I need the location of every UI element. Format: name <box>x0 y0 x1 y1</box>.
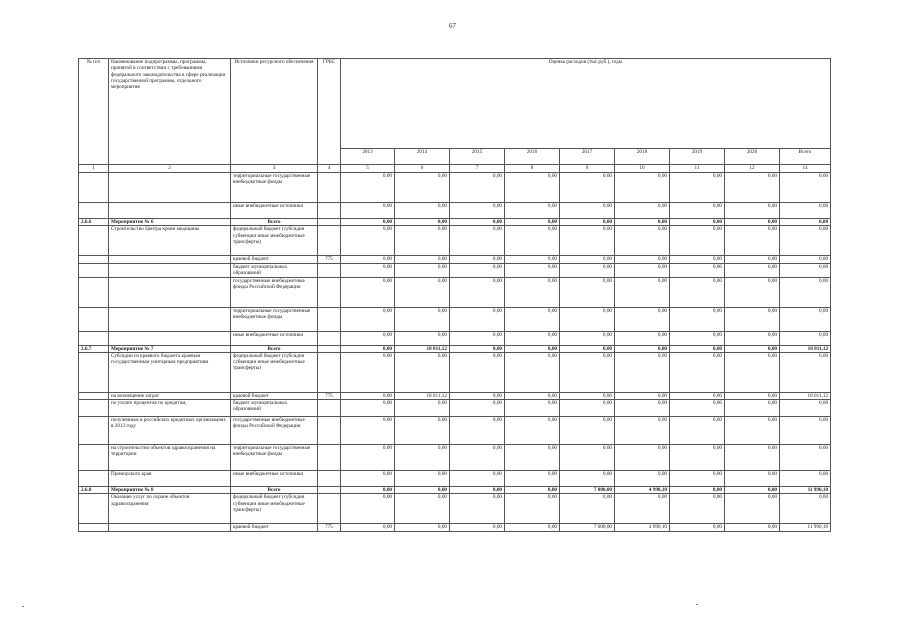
row-value: 0,00 <box>670 445 725 471</box>
row-value: 18 011,12 <box>395 345 450 352</box>
row-number: 2.6.6 <box>79 219 109 226</box>
row-number <box>79 524 109 531</box>
row-value: 0,00 <box>725 494 780 524</box>
row-value: 0,00 <box>341 345 395 352</box>
row-value: 0,00 <box>395 471 450 487</box>
row-value: 0,00 <box>615 392 670 399</box>
row-value: 0,00 <box>450 331 505 345</box>
row-value: 0,00 <box>670 392 725 399</box>
row-value: 4 990,10 <box>615 524 670 531</box>
row-source: территориальные государственные внебюджетные фонды <box>231 307 318 331</box>
row-source: территориальные государственные внебюджетные фонды <box>231 173 318 203</box>
row-value: 0,00 <box>505 256 560 263</box>
row-value: 0,00 <box>615 352 670 392</box>
row-value: 11 990,10 <box>780 487 831 494</box>
row-value: 0,00 <box>615 400 670 417</box>
row-value: 0,00 <box>450 417 505 445</box>
row-value: 0,00 <box>670 203 725 219</box>
row-value: 0,00 <box>560 203 615 219</box>
row-value: 0,00 <box>341 256 395 263</box>
row-value: 0,00 <box>505 226 560 256</box>
table-row <box>79 226 831 256</box>
row-value: 0,00 <box>560 417 615 445</box>
row-value: 0,00 <box>670 524 725 531</box>
budget-table <box>78 58 831 532</box>
row-value: 0,00 <box>505 417 560 445</box>
row-value: 0,00 <box>341 392 395 399</box>
row-value: 0,00 <box>670 219 725 226</box>
row-value: 0,00 <box>725 256 780 263</box>
row-value: 0,00 <box>560 307 615 331</box>
row-value: 0,00 <box>725 417 780 445</box>
row-name <box>109 277 231 307</box>
row-value: 0,00 <box>725 203 780 219</box>
row-value: 0,00 <box>560 400 615 417</box>
row-value: 0,00 <box>395 417 450 445</box>
row-name: Оказание услуг по охране объектов здравоохранения <box>109 494 231 524</box>
row-value: 0,00 <box>560 494 615 524</box>
row-value: 0,00 <box>450 203 505 219</box>
row-value: 0,00 <box>505 331 560 345</box>
row-value: 0,00 <box>780 400 831 417</box>
row-name: Мероприятие № 6 <box>109 219 231 226</box>
row-value: 0,00 <box>780 277 831 307</box>
row-value: 0,00 <box>395 256 450 263</box>
row-number <box>79 417 109 445</box>
row-value: 0,00 <box>450 307 505 331</box>
row-name: Приморского края <box>109 471 231 487</box>
row-name <box>109 263 231 277</box>
row-value: 0,00 <box>615 173 670 203</box>
row-value: 0,00 <box>725 471 780 487</box>
row-value: 0,00 <box>505 345 560 352</box>
row-number <box>79 400 109 417</box>
row-value: 0,00 <box>615 256 670 263</box>
table-row <box>79 263 831 277</box>
header-source: Источники ресурсного обеспечения <box>231 59 318 165</box>
row-value: 0,00 <box>670 352 725 392</box>
row-value: 0,00 <box>560 392 615 399</box>
row-value: 0,00 <box>670 331 725 345</box>
row-value: 0,00 <box>395 487 450 494</box>
row-value: 0,00 <box>780 352 831 392</box>
row-grbs: 775 <box>318 524 341 531</box>
row-source: федеральный бюджет (субсидии субвенции иные межбюджетные трансферты) <box>231 226 318 256</box>
row-value: 0,00 <box>341 487 395 494</box>
header-year: 2014 <box>395 149 450 165</box>
row-name <box>109 173 231 203</box>
column-index: 14 <box>780 165 831 173</box>
row-value: 0,00 <box>341 445 395 471</box>
row-value: 0,00 <box>341 173 395 203</box>
row-name: Строительство Центра крови медицины <box>109 226 231 256</box>
row-value: 0,00 <box>560 263 615 277</box>
row-value: 0,00 <box>341 263 395 277</box>
column-index: 1 <box>79 165 109 173</box>
row-name: на возмещение затрат <box>109 392 231 399</box>
row-value: 0,00 <box>341 352 395 392</box>
row-value: 0,00 <box>780 445 831 471</box>
row-value: 0,00 <box>560 219 615 226</box>
row-grbs <box>318 400 341 417</box>
row-grbs <box>318 331 341 345</box>
row-grbs <box>318 307 341 331</box>
row-value: 0,00 <box>615 417 670 445</box>
row-value: 0,00 <box>670 226 725 256</box>
row-value: 0,00 <box>560 345 615 352</box>
row-value: 0,00 <box>780 471 831 487</box>
row-value: 0,00 <box>505 307 560 331</box>
row-value: 0,00 <box>725 445 780 471</box>
row-value: 7 000,00 <box>560 487 615 494</box>
header-year: 2018 <box>615 149 670 165</box>
header-name: Наименование подпрограммы, программы, принятой в соответствии с требованиями федерального законодательства в сфере реализации государственной программы, отдельного мероприятия <box>109 59 231 165</box>
row-source: иные внебюджетные источники <box>231 331 318 345</box>
row-name: по уплате процентов по кредитам, <box>109 400 231 417</box>
row-value: 0,00 <box>395 173 450 203</box>
table-row <box>79 203 831 219</box>
row-grbs <box>318 226 341 256</box>
row-value: 0,00 <box>505 445 560 471</box>
column-index: 12 <box>725 165 780 173</box>
table-row <box>79 219 831 226</box>
row-name: Мероприятие № 8 <box>109 487 231 494</box>
row-name <box>109 524 231 531</box>
scan-speck <box>696 604 698 605</box>
table-row <box>79 392 831 399</box>
row-value: 0,00 <box>450 392 505 399</box>
row-value: 0,00 <box>725 487 780 494</box>
row-value: 0,00 <box>341 331 395 345</box>
row-value: 0,00 <box>560 331 615 345</box>
row-value: 0,00 <box>780 256 831 263</box>
table-row <box>79 417 831 445</box>
row-value: 0,00 <box>725 277 780 307</box>
row-name <box>109 331 231 345</box>
row-value: 0,00 <box>615 445 670 471</box>
table-row <box>79 307 831 331</box>
row-source: федеральный бюджет (субсидии субвенции иные межбюджетные трансферты) <box>231 352 318 392</box>
row-value: 0,00 <box>615 219 670 226</box>
row-name <box>109 203 231 219</box>
row-value: 0,00 <box>615 226 670 256</box>
row-value: 0,00 <box>615 263 670 277</box>
row-value: 0,00 <box>725 219 780 226</box>
row-value: 0,00 <box>670 487 725 494</box>
row-source: федеральный бюджет (субсидии субвенции иные межбюджетные трансферты) <box>231 494 318 524</box>
row-value: 11 990,10 <box>780 524 831 531</box>
row-value: 0,00 <box>725 392 780 399</box>
row-number <box>79 263 109 277</box>
row-value: 0,00 <box>341 524 395 531</box>
row-value: 0,00 <box>615 307 670 331</box>
row-number: 2.6.8 <box>79 487 109 494</box>
row-value: 0,00 <box>395 331 450 345</box>
row-value: 0,00 <box>395 494 450 524</box>
row-value: 0,00 <box>725 524 780 531</box>
header-year: 2015 <box>450 149 505 165</box>
row-value: 0,00 <box>505 352 560 392</box>
row-value: 0,00 <box>450 400 505 417</box>
header-no: № п/п <box>79 59 109 165</box>
table-row <box>79 173 831 203</box>
row-value: 0,00 <box>450 352 505 392</box>
row-value: 0,00 <box>450 219 505 226</box>
row-name: Мероприятие № 7 <box>109 345 231 352</box>
row-value: 0,00 <box>505 471 560 487</box>
row-value: 0,00 <box>450 445 505 471</box>
table-row <box>79 345 831 352</box>
scan-speck <box>22 606 24 607</box>
header-year: 2020 <box>725 149 780 165</box>
row-value: 0,00 <box>780 203 831 219</box>
row-value: 4 990,10 <box>615 487 670 494</box>
column-index: 3 <box>231 165 318 173</box>
row-name <box>109 307 231 331</box>
row-number <box>79 331 109 345</box>
row-value: 0,00 <box>560 277 615 307</box>
row-source: краевой бюджет <box>231 392 318 399</box>
row-value: 0,00 <box>780 263 831 277</box>
header-grbs: ГРБС <box>318 59 341 165</box>
row-number <box>79 445 109 471</box>
column-index: 2 <box>109 165 231 173</box>
row-value: 0,00 <box>615 494 670 524</box>
row-source: бюджет муниципальных образований <box>231 263 318 277</box>
row-value: 0,00 <box>780 417 831 445</box>
row-grbs: 775 <box>318 256 341 263</box>
row-value: 0,00 <box>615 331 670 345</box>
row-value: 0,00 <box>780 307 831 331</box>
row-value: 0,00 <box>670 173 725 203</box>
row-value: 0,00 <box>505 400 560 417</box>
row-value: 0,00 <box>505 392 560 399</box>
row-source: Всего <box>231 345 318 352</box>
row-source: бюджет муниципальных образований <box>231 400 318 417</box>
row-value: 0,00 <box>725 345 780 352</box>
row-grbs: 775 <box>318 392 341 399</box>
column-index: 11 <box>670 165 725 173</box>
row-number <box>79 203 109 219</box>
row-source: государственные внебюджетные фонды Российской Федерации <box>231 417 318 445</box>
row-value: 0,00 <box>560 226 615 256</box>
column-index: 9 <box>560 165 615 173</box>
row-source: Всего <box>231 219 318 226</box>
column-index: 10 <box>615 165 670 173</box>
column-index: 4 <box>318 165 341 173</box>
row-name: полученным в российских кредитных организациях в 2013 году <box>109 417 231 445</box>
row-value: 0,00 <box>725 331 780 345</box>
row-value: 0,00 <box>725 226 780 256</box>
table-row <box>79 471 831 487</box>
row-number <box>79 256 109 263</box>
table-row <box>79 487 831 494</box>
row-grbs <box>318 219 341 226</box>
row-source: иные внебюджетные источники <box>231 471 318 487</box>
row-value: 18 011,12 <box>395 392 450 399</box>
row-value: 7 000,00 <box>560 524 615 531</box>
row-value: 0,00 <box>725 307 780 331</box>
row-value: 0,00 <box>450 345 505 352</box>
row-value: 0,00 <box>341 471 395 487</box>
row-value: 0,00 <box>395 445 450 471</box>
row-value: 0,00 <box>670 400 725 417</box>
table-row <box>79 400 831 417</box>
row-value: 0,00 <box>395 524 450 531</box>
row-number <box>79 471 109 487</box>
row-value: 0,00 <box>341 494 395 524</box>
row-value: 0,00 <box>670 494 725 524</box>
row-grbs <box>318 203 341 219</box>
row-source: краевой бюджет <box>231 524 318 531</box>
row-value: 0,00 <box>450 256 505 263</box>
table-row <box>79 445 831 471</box>
row-source: Всего <box>231 487 318 494</box>
row-value: 0,00 <box>505 487 560 494</box>
row-value: 0,00 <box>505 219 560 226</box>
row-value: 18 011,12 <box>780 345 831 352</box>
row-value: 18 011,12 <box>780 392 831 399</box>
table-row <box>79 494 831 524</box>
row-value: 0,00 <box>450 173 505 203</box>
row-number <box>79 392 109 399</box>
row-grbs <box>318 445 341 471</box>
row-value: 0,00 <box>341 400 395 417</box>
row-value: 0,00 <box>670 263 725 277</box>
header-year: 2016 <box>505 149 560 165</box>
row-value: 0,00 <box>341 203 395 219</box>
row-value: 0,00 <box>395 277 450 307</box>
row-number <box>79 307 109 331</box>
row-value: 0,00 <box>505 494 560 524</box>
row-source: иные внебюджетные источники <box>231 203 318 219</box>
row-value: 0,00 <box>450 471 505 487</box>
row-value: 0,00 <box>450 487 505 494</box>
row-source: государственные внебюджетные фонды Российской Федерации <box>231 277 318 307</box>
row-number <box>79 494 109 524</box>
row-value: 0,00 <box>505 263 560 277</box>
row-value: 0,00 <box>560 445 615 471</box>
row-grbs <box>318 487 341 494</box>
table-row <box>79 331 831 345</box>
column-index: 7 <box>450 165 505 173</box>
row-value: 0,00 <box>450 277 505 307</box>
row-name: на строительство объектов здравоохранения на территории <box>109 445 231 471</box>
row-value: 0,00 <box>505 173 560 203</box>
row-value: 0,00 <box>560 173 615 203</box>
row-value: 0,00 <box>725 263 780 277</box>
row-value: 0,00 <box>395 263 450 277</box>
row-value: 0,00 <box>670 471 725 487</box>
row-number: 2.6.7 <box>79 345 109 352</box>
row-number <box>79 173 109 203</box>
row-value: 0,00 <box>615 345 670 352</box>
column-index: 6 <box>395 165 450 173</box>
row-grbs <box>318 345 341 352</box>
row-name: Субсидии из краевого бюджета краевым государственным унитарным предприятиям <box>109 352 231 392</box>
row-value: 0,00 <box>341 219 395 226</box>
row-value: 0,00 <box>395 400 450 417</box>
row-grbs <box>318 352 341 392</box>
row-value: 0,00 <box>725 352 780 392</box>
row-value: 0,00 <box>505 277 560 307</box>
row-value: 0,00 <box>395 307 450 331</box>
row-value: 0,00 <box>341 307 395 331</box>
row-value: 0,00 <box>670 277 725 307</box>
row-value: 0,00 <box>725 173 780 203</box>
header-year: 2019 <box>670 149 725 165</box>
row-value: 0,00 <box>780 173 831 203</box>
row-number <box>79 226 109 256</box>
row-value: 0,00 <box>615 277 670 307</box>
row-value: 0,00 <box>725 400 780 417</box>
row-value: 0,00 <box>395 203 450 219</box>
row-value: 0,00 <box>395 219 450 226</box>
row-value: 0,00 <box>670 307 725 331</box>
row-value: 0,00 <box>670 345 725 352</box>
row-value: 0,00 <box>780 331 831 345</box>
row-value: 0,00 <box>450 263 505 277</box>
table-row <box>79 352 831 392</box>
row-name <box>109 256 231 263</box>
row-value: 0,00 <box>780 226 831 256</box>
row-value: 0,00 <box>341 226 395 256</box>
row-value: 0,00 <box>615 471 670 487</box>
row-value: 0,00 <box>505 524 560 531</box>
row-grbs <box>318 417 341 445</box>
row-grbs <box>318 263 341 277</box>
row-value: 0,00 <box>450 226 505 256</box>
column-index: 5 <box>341 165 395 173</box>
row-grbs <box>318 494 341 524</box>
row-value: 0,00 <box>670 417 725 445</box>
header-year: Всего <box>780 149 831 165</box>
row-value: 0,00 <box>341 277 395 307</box>
table-row <box>79 277 831 307</box>
row-value: 0,00 <box>450 524 505 531</box>
row-value: 0,00 <box>395 226 450 256</box>
row-value: 0,00 <box>560 352 615 392</box>
row-value: 0,00 <box>505 203 560 219</box>
row-grbs <box>318 471 341 487</box>
page-number: 67 <box>449 22 456 30</box>
row-value: 0,00 <box>450 494 505 524</box>
row-value: 0,00 <box>560 471 615 487</box>
row-value: 0,00 <box>615 203 670 219</box>
row-source: краевой бюджет <box>231 256 318 263</box>
row-number <box>79 277 109 307</box>
row-grbs <box>318 277 341 307</box>
table-row <box>79 256 831 263</box>
row-value: 0,00 <box>341 417 395 445</box>
row-value: 0,00 <box>395 352 450 392</box>
column-index-row <box>79 165 831 173</box>
row-source: территориальные государственные внебюджетные фонды <box>231 445 318 471</box>
row-grbs <box>318 173 341 203</box>
header-estimate: Оценка расходов (тыс.руб.), годы <box>341 59 831 149</box>
column-index: 8 <box>505 165 560 173</box>
table-row <box>79 524 831 531</box>
row-value: 0,00 <box>560 256 615 263</box>
row-value: 0,00 <box>670 256 725 263</box>
row-value: 0,00 <box>780 219 831 226</box>
header-year: 2017 <box>560 149 615 165</box>
header-year: 2013 <box>341 149 395 165</box>
row-value: 0,00 <box>780 494 831 524</box>
row-number <box>79 352 109 392</box>
